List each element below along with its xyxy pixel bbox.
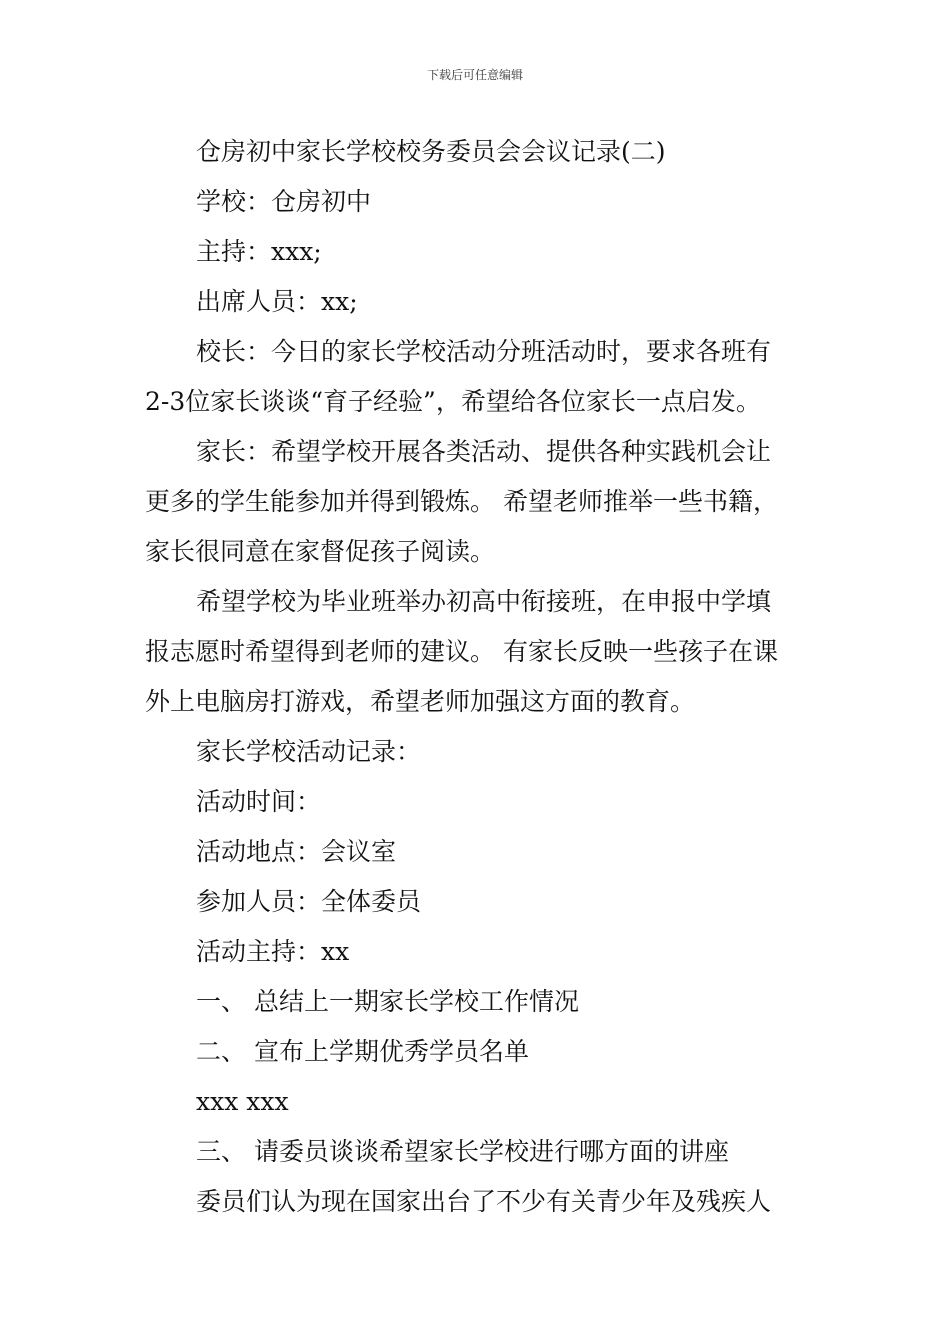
principal-paragraph-line-2: 2-3位家长谈谈“育子经验”，希望给各位家长一点启发。 — [145, 387, 761, 416]
honor-list-line: xxx xxx — [196, 1087, 289, 1116]
participants-line: 参加人员：全体委员 — [196, 887, 422, 916]
school-line: 学校：仓房初中 — [196, 187, 372, 216]
parent-paragraph-line-1: 家长：希望学校开展各类活动、提供各种实践机会让 — [196, 437, 772, 466]
activity-record-heading: 家长学校活动记录： — [196, 737, 422, 766]
committee-paragraph-line-1: 委员们认为现在国家出台了不少有关青少年及残疾人 — [196, 1187, 772, 1216]
header-note: 下载后可任意编辑 — [426, 68, 523, 82]
parent-paragraph-line-3: 家长很同意在家督促孩子阅读。 — [145, 537, 496, 566]
hope-paragraph-line-2: 报志愿时希望得到老师的建议。 有家长反映一些孩子在课 — [145, 637, 778, 666]
host-line: 主持：xxx; — [196, 237, 322, 266]
agenda-item-1: 一、 总结上一期家长学校工作情况 — [196, 987, 579, 1016]
parent-paragraph-line-2: 更多的学生能参加并得到锻炼。 希望老师推举一些书籍， — [145, 487, 778, 516]
attendees-line: 出席人员：xx; — [196, 287, 358, 316]
agenda-item-3: 三、 请委员谈谈希望家长学校进行哪方面的讲座 — [196, 1137, 729, 1166]
document-body — [145, 127, 810, 1227]
hope-paragraph-line-3: 外上电脑房打游戏，希望老师加强这方面的教育。 — [145, 687, 696, 716]
activity-host-line: 活动主持：xx — [196, 937, 350, 966]
agenda-item-2: 二、 宣布上学期优秀学员名单 — [196, 1037, 529, 1066]
activity-location-line: 活动地点：会议室 — [196, 837, 397, 866]
activity-time-line: 活动时间： — [196, 787, 322, 816]
hope-paragraph-line-1: 希望学校为毕业班举办初高中衔接班，在申报中学填 — [196, 587, 772, 616]
principal-paragraph-line-1: 校长：今日的家长学校活动分班活动时，要求各班有 — [196, 337, 772, 366]
document-title: 仓房初中家长学校校务委员会会议记录(二) — [196, 137, 666, 166]
